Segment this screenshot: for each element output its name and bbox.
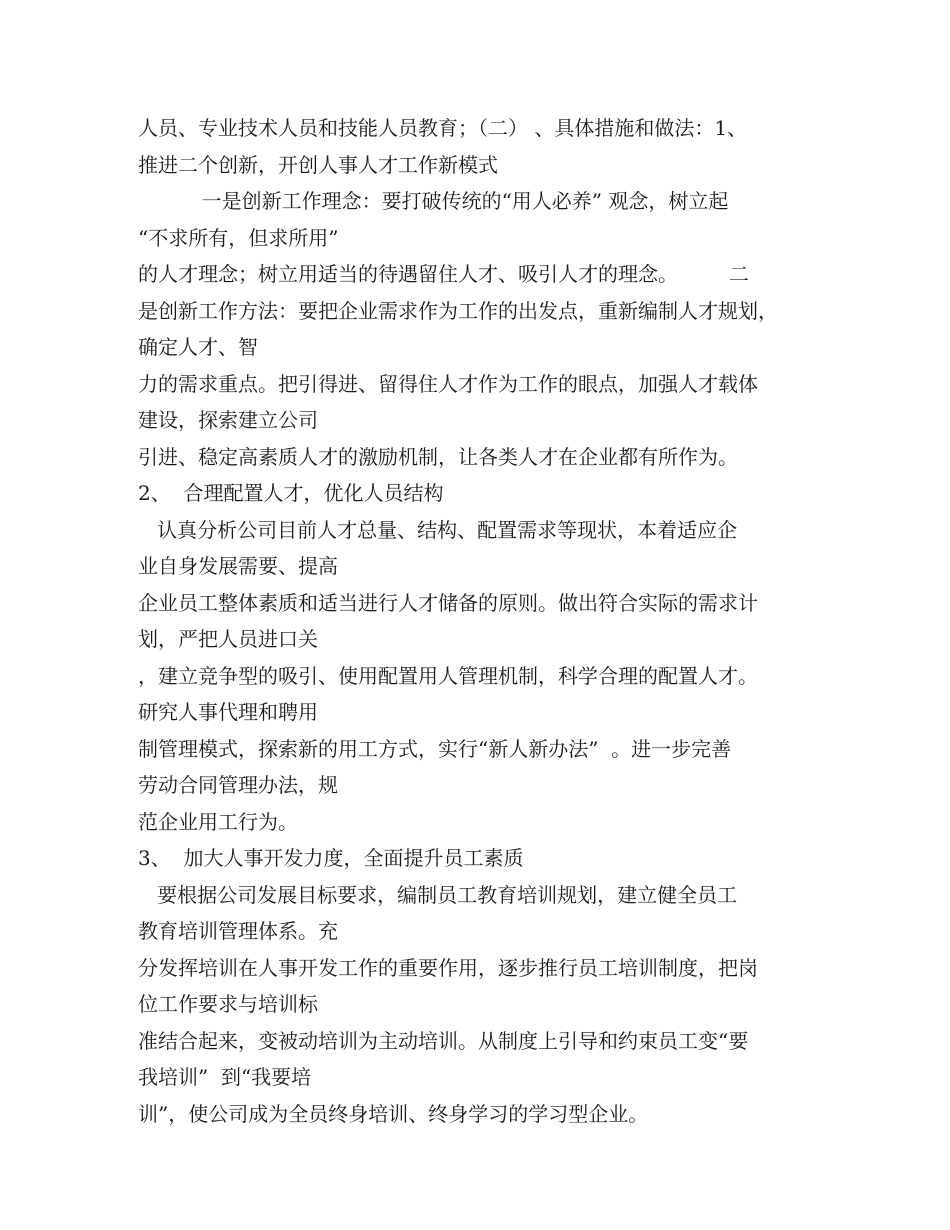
text-line: 范企业用工行为。 — [138, 809, 298, 834]
text-line: 认真分析公司目前人才总量、结构、配置需求等现状，本着适应企 — [138, 517, 738, 542]
text-line: 劳动合同管理办法，规 — [138, 773, 338, 797]
text-line: 引进、稳定高素质人才的激励机制，让各类人才在企业都有所作为。 — [138, 444, 738, 469]
text-line: 我培训” 到“我要培 — [138, 1065, 312, 1089]
text-line: 业自身发展需要、提高 — [138, 554, 338, 578]
text-line: 准结合起来，变被动培训为主动培训。从制度上引导和约束员工变“要 — [138, 1028, 749, 1053]
text-line: 要根据公司发展目标要求，编制员工教育培训规划，建立健全员工 — [138, 882, 738, 907]
text-line: 人员、专业技术人员和技能人员教育；（二） 、具体措施和做法：1、 — [138, 116, 748, 140]
text-line: 企业员工整体素质和适当进行人才储备的原则。做出符合实际的需求计 — [138, 590, 758, 615]
text-line: 划，严把人员进口关 — [138, 627, 318, 651]
text-line: “不求所有，但求所用” — [138, 225, 339, 250]
section-heading: 3、 加大人事开发力度，全面提升员工素质 — [138, 846, 524, 870]
text-line: 分发挥培训在人事开发工作的重要作用，逐步推行员工培训制度，把岗 — [138, 955, 758, 980]
document-body — [138, 110, 838, 1132]
text-line: 制管理模式，探索新的用工方式，实行“新人新办法” 。进一步完善 — [138, 736, 732, 761]
section-heading: 2、 合理配置人才，优化人员结构 — [138, 481, 444, 505]
text-line: 一是创新工作理念：要打破传统的“用人必养” 观念，树立起 — [138, 189, 729, 213]
text-line: 是创新工作方法：要把企业需求作为工作的出发点，重新编制人才规划， — [138, 298, 778, 323]
text-line: ，建立竞争型的吸引、使用配置用人管理机制，科学合理的配置人才。 — [138, 663, 758, 688]
text-line: 教育培训管理体系。充 — [138, 919, 338, 943]
text-line: 确定人才、智 — [138, 335, 258, 359]
text-line: 的人才理念；树立用适当的待遇留住人才、吸引人才的理念。 二 — [138, 262, 749, 286]
text-line: 力的需求重点。把引得进、留得住人才作为工作的眼点，加强人才载体 — [138, 371, 758, 396]
text-line: 位工作要求与培训标 — [138, 992, 318, 1016]
text-line: 研究人事代理和聘用 — [138, 700, 318, 724]
text-line: 训”，使公司成为全员终身培训、终身学习的学习型企业。 — [138, 1101, 649, 1126]
text-line: 推进二个创新，开创人事人才工作新模式 — [138, 152, 498, 177]
text-line: 建设，探索建立公司 — [138, 408, 318, 432]
